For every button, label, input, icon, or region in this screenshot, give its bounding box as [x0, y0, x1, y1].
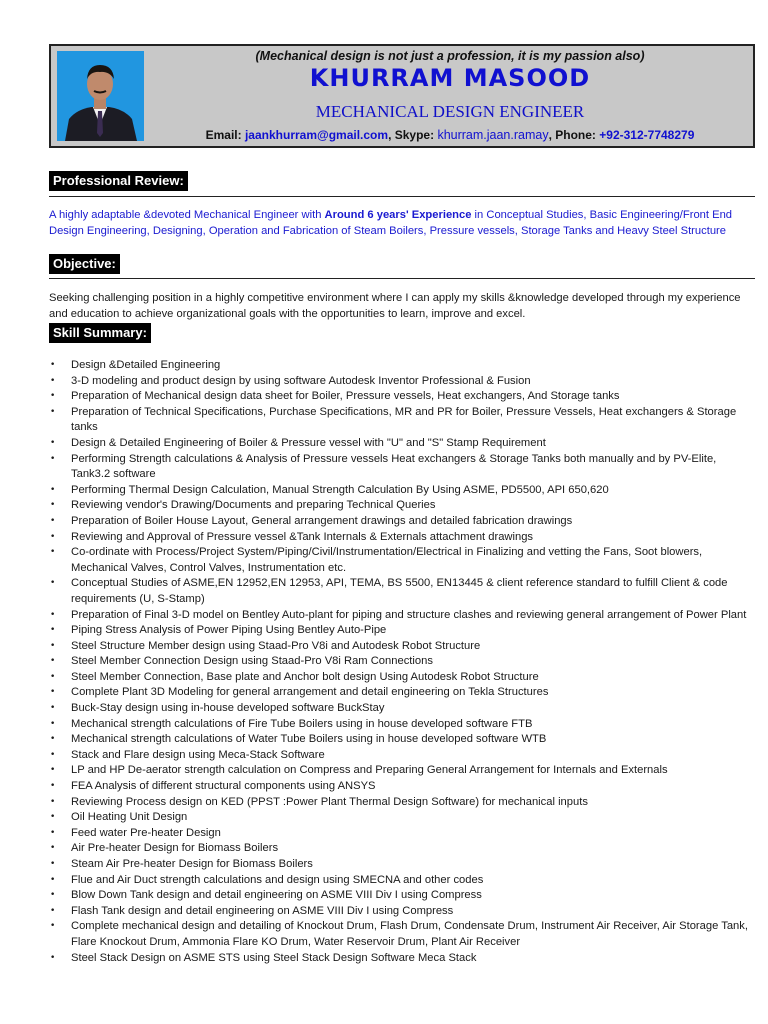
skill-item: • Complete Plant 3D Modeling for general arrangement and detail engineering on Tekla Structures	[49, 685, 755, 701]
job-title: MECHANICAL DESIGN ENGINEER	[315, 102, 585, 121]
skill-item: • Steel Member Connection, Base plate and Anchor bolt design Using Autodesk Robot Structure	[49, 670, 755, 686]
skill-item: • Design & Detailed Engineering of Boiler & Pressure vessel with "U" and "S" Stamp Requirement	[49, 436, 755, 452]
skill-item: • Stack and Flare design using Meca-Stack Software	[49, 748, 755, 764]
skill-item: • Reviewing vendor's Drawing/Documents and preparing Technical Queries	[49, 498, 755, 514]
skill-item: • Air Pre-heater Design for Biomass Boilers	[49, 841, 755, 857]
review-text-a: A highly adaptable &devoted Mechanical Engineer with	[49, 209, 325, 221]
professional-review-text	[49, 208, 755, 239]
header-box	[49, 44, 755, 148]
skill-summary-heading: Skill Summary:	[49, 323, 151, 343]
skill-item: • Feed water Pre-heater Design	[49, 826, 755, 842]
phone-number: +92-312-7748279	[599, 128, 695, 142]
contact-line: Email: jaankhurram@gmail.com, Skype: khurram.jaan.ramay, Phone: +92-312-7748279	[205, 128, 695, 142]
skill-item: • Flash Tank design and detail engineering on ASME VIII Div I using Compress	[49, 904, 755, 920]
skill-item: • FEA Analysis of different structural components using ANSYS	[49, 779, 755, 795]
professional-review-heading: Professional Review:	[49, 171, 188, 191]
skill-item: • Blow Down Tank design and detail engineering on ASME VIII Div I using Compress	[49, 888, 755, 904]
skill-item: • Steel Stack Design on ASME STS using Steel Stack Design Software Meca Stack	[49, 951, 755, 967]
skill-item: • Preparation of Technical Specifications, Purchase Specifications, MR and PR for Boiler, Pressure Vessels, Heat exchangers & Storage tanks	[49, 405, 755, 436]
skill-item: • Steel Structure Member design using Staad-Pro V8i and Autodesk Robot Structure	[49, 639, 755, 655]
skill-item: • Steam Air Pre-heater Design for Biomass Boilers	[49, 857, 755, 873]
skill-item: • Oil Heating Unit Design	[49, 810, 755, 826]
profile-photo	[57, 51, 144, 141]
skills-list	[49, 358, 755, 966]
tagline: (Mechanical design is not just a profession, it is my passion also)	[255, 49, 645, 63]
objective-heading: Objective:	[49, 254, 120, 274]
skype-id: khurram.jaan.ramay	[437, 128, 549, 142]
skill-item: • Mechanical strength calculations of Fire Tube Boilers using in house developed software FTB	[49, 717, 755, 733]
skill-item: • Preparation of Boiler House Layout, General arrangement drawings and detailed fabrication drawings	[49, 514, 755, 530]
skill-item: • Flue and Air Duct strength calculations and design using SMECNA and other codes	[49, 873, 755, 889]
skill-item: • 3-D modeling and product design by using software Autodesk Inventor Professional & Fusion	[49, 374, 755, 390]
candidate-name: KHURRAM MASOOD	[309, 64, 591, 92]
objective-text: Seeking challenging position in a highly competitive environment where I can apply my skills &knowledge developed through my experience and education to achieve organizational goals with the opportunities to learn, improve and excel.	[49, 292, 741, 320]
skill-item: • Conceptual Studies of ASME,EN 12952,EN 12953, API, TEMA, BS 5500, EN13445 & client reference standard to fulfill Client & code requirements (U, S-Stamp)	[49, 576, 755, 607]
skill-item: • Reviewing Process design on KED (PPST :Power Plant Thermal Design Software) for mechanical inputs	[49, 795, 755, 811]
email-label: Email:	[205, 128, 242, 142]
section-divider	[49, 196, 755, 197]
skill-item: • Reviewing and Approval of Pressure vessel &Tank Internals & Externals attachment drawings	[49, 530, 755, 546]
skill-item: • Piping Stress Analysis of Power Piping Using Bentley Auto-Pipe	[49, 623, 755, 639]
skill-item: • Complete mechanical design and detailing of Knockout Drum, Flash Drum, Condensate Drum, Instrument Air Receiver, Air Storage Tank, Flare Knockout Drum, Ammonia Flare KO Drum, Water Reservoir Drum, Plant Air Receiver	[49, 919, 755, 950]
skill-item: • Co-ordinate with Process/Project System/Piping/Civil/Instrumentation/Electrical in Finalizing and vetting the Fans, Soot blowers, Mechanical Valves, Control Valves, Instrumentation etc.	[49, 545, 755, 576]
skill-item: • Performing Thermal Design Calculation, Manual Strength Calculation By Using ASME, PD5500, API 650,620	[49, 483, 755, 499]
section-divider	[49, 278, 755, 279]
skill-item: • Steel Member Connection Design using Staad-Pro V8i Ram Connections	[49, 654, 755, 670]
skill-item: • Mechanical strength calculations of Water Tube Boilers using in house developed software WTB	[49, 732, 755, 748]
review-text-bold: Around 6 years' Experience	[324, 209, 472, 221]
skill-item: • Design &Detailed Engineering	[49, 358, 755, 374]
skill-item: • Preparation of Final 3-D model on Bentley Auto-plant for piping and structure clashes and reviewing general arrangement of Power Plant	[49, 608, 755, 624]
skill-item: • Buck-Stay design using in-house developed software BuckStay	[49, 701, 755, 717]
skill-item: • Preparation of Mechanical design data sheet for Boiler, Pressure vessels, Heat exchangers, And Storage tanks	[49, 389, 755, 405]
skill-item: • Performing Strength calculations & Analysis of Pressure vessels Heat exchangers & Storage Tanks both manually and by PV-Elite, Tank3.2 software	[49, 452, 755, 483]
skype-label: Skype:	[394, 128, 435, 142]
review-text-b: in Conceptual Studies, Basic Engineering/Front End Design Engineering, Designing, Operation and Fabrication of Steam Boilers, Pressure vessels, Storage Tanks and Heavy Steel Structure	[49, 209, 733, 237]
phone-label: Phone:	[555, 128, 596, 142]
email-link[interactable]: jaankhurram@gmail.com	[244, 128, 389, 142]
skill-item: • LP and HP De-aerator strength calculation on Compress and Preparing General Arrangement for Internals and Externals	[49, 763, 755, 779]
